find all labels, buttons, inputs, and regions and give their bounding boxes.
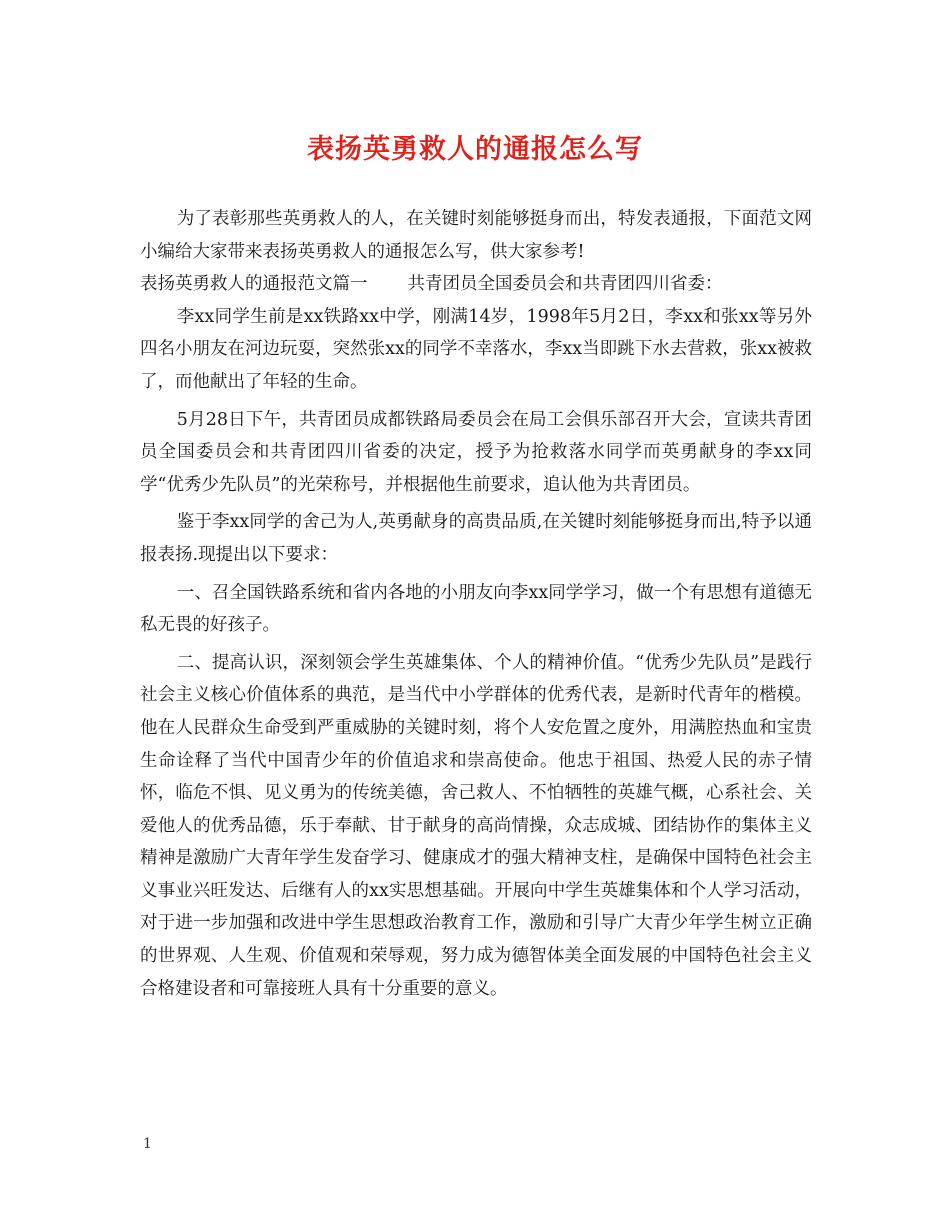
section-heading: 表扬英勇救人的通报范文篇一	[140, 274, 368, 295]
document-title: 表扬英勇救人的通报怎么写	[307, 134, 643, 165]
paragraph-requirement-2: 二、提高认识，深刻领会学生英雄集体、个人的精神价值。“优秀少先队员”是践行社会主义核心价值体系的典范，是当代中小学群体的优秀代表，是新时代青年的楷模。他在人民群众生命受到严重威胁的关键时刻，将个人安危置之度外，用满腔热血和宝贵生命诠释了当代中国青少年的价值追求和崇高使命。他忠于祖国、热爱人民的赤子情怀，临危不惧、见义勇为的传统美德，舍己救人、不怕牺牲的英雄气概，心系社会、关爱他人的优秀品德，乐于奉献、甘于献身的高尚情操，众志成城、团结协作的集体主义精神是激励广大青年学生发奋学习、健康成才的强大精神支柱，是确保中国特色社会主义事业兴旺发达、后继有人的xx实思想基础。开展向中学生英雄集体和个人学习活动，对于进一步加强和改进中学生思想政治教育工作，激励和引导广大青少年学生树立正确的世界观、人生观、价值观和荣辱观，努力成为德智体美全面发展的中国特色社会主义合格建设者和可靠接班人具有十分重要的意义。	[140, 652, 812, 999]
paragraph-incident: 李xx同学生前是xx铁路xx中学，刚满14岁，1998年5月2日，李xx和张xx等另外四名小朋友在河边玩耍，突然张xx的同学不幸落水，李xx当即跳下水去营救，张xx被救了，而他献出了年轻的生命。	[140, 306, 812, 392]
addressee: 共青团员全国委员会和共青团四川省委：	[407, 274, 723, 295]
page-number: 1	[143, 1136, 152, 1152]
paragraph-commendation: 鉴于李xx同学的舍己为人,英勇献身的高贵品质,在关键时刻能够挺身而出,特予以通报表扬.现提出以下要求：	[140, 512, 812, 565]
paragraph-requirement-1: 一、召全国铁路系统和省内各地的小朋友向李xx同学学习，做一个有思想有道德无私无畏的好孩子。	[140, 582, 812, 636]
section-heading-line	[140, 268, 812, 301]
document-body	[140, 203, 812, 1005]
intro-paragraph: 为了表彰那些英勇救人的人，在关键时刻能够挺身而出，特发表通报，下面范文网小编给大家带来表扬英勇救人的通报怎么写，供大家参考!	[140, 209, 812, 262]
paragraph-meeting: 5月28日下午，共青团员成都铁路局委员会在局工会俱乐部召开大会，宣读共青团员全国委员会和共青团四川省委的决定，授予为抢救落水同学而英勇献身的李xx同学“优秀少先队员”的光荣称号，并根据他生前要求，追认他为共青团员。	[140, 409, 812, 495]
